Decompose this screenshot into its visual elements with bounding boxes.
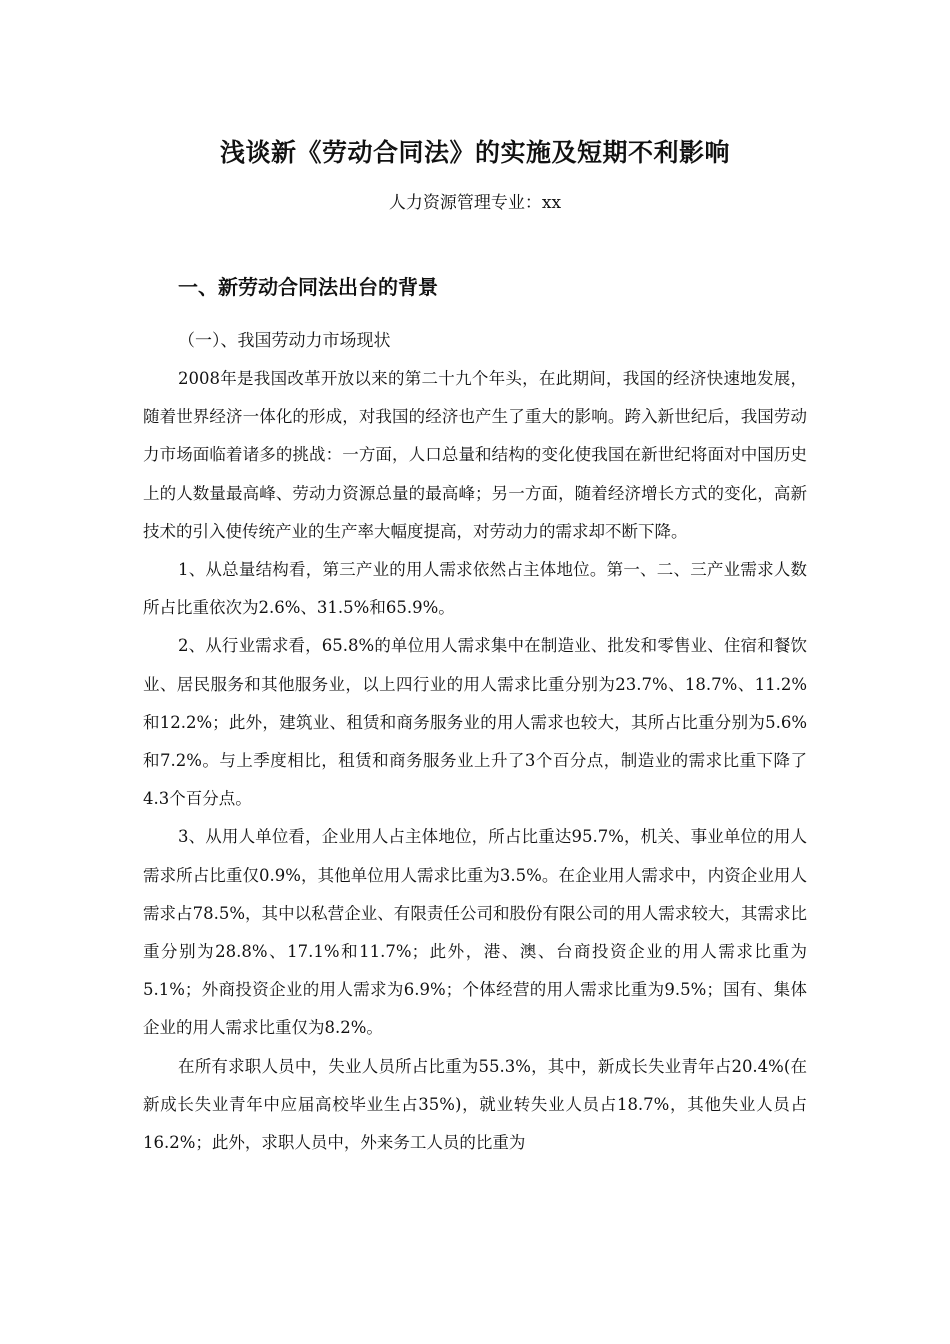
paragraph-point-2: 2、从行业需求看，65.8%的单位用人需求集中在制造业、批发和零售业、住宿和餐饮业、居民服务和其他服务业，以上四行业的用人需求比重分别为23.7%、18.7%、11.2%和12.2%；此外，建筑业、租赁和商务服务业的用人需求也较大，其所占比重分别为5.6%和7.2%。与上季度相比，租赁和商务服务业上升了3个百分点，制造业的需求比重下降了4.3个百分点。 [143, 636, 807, 809]
document-title: 浅谈新《劳动合同法》的实施及短期不利影响 [219, 138, 730, 167]
section-body [143, 322, 807, 1162]
section-heading: 一、新劳动合同法出台的背景 [178, 275, 438, 299]
subsection-heading: （一）、我国劳动力市场现状 [178, 331, 391, 351]
author-line: 人力资源管理专业：xx [388, 193, 562, 213]
paragraph-labor-market: 2008年是我国改革开放以来的第二十九个年头，在此期间，我国的经济快速地发展，随着世界经济一体化的形成，对我国的经济也产生了重大的影响。跨入新世纪后，我国劳动力市场面临着诸多的挑战：一方面，人口总量和结构的变化使我国在新世纪将面对中国历史上的人数量最高峰、劳动力资源总量的最高峰；另一方面，随着经济增长方式的变化，高新技术的引入使传统产业的生产率大幅度提高，对劳动力的需求却不断下降。 [143, 369, 807, 541]
paragraph-point-1: 1、从总量结构看，第三产业的用人需求依然占主体地位。第一、二、三产业需求人数所占比重依次为2.6%、31.5%和65.9%。 [143, 560, 807, 618]
paragraph-point-3: 3、从用人单位看，企业用人占主体地位，所占比重达95.7%，机关、事业单位的用人需求所占比重仅0.9%，其他单位用人需求比重为3.5%。在企业用人需求中，内资企业用人需求占78.5%，其中以私营企业、有限责任公司和股份有限公司的用人需求较大，其需求比重分别为28.8%、17.1%和11.7%；此外，港、澳、台商投资企业的用人需求比重为5.1%；外商投资企业的用人需求为6.9%；个体经营的用人需求比重为9.5%；国有、集体企业的用人需求比重仅为8.2%。 [143, 827, 807, 1038]
paragraph-job-seekers: 在所有求职人员中，失业人员所占比重为55.3%，其中，新成长失业青年占20.4%(在新成长失业青年中应届高校毕业生占35%)，就业转失业人员占18.7%，其他失业人员占16.2%；此外，求职人员中，外来务工人员的比重为 [143, 1056, 807, 1153]
